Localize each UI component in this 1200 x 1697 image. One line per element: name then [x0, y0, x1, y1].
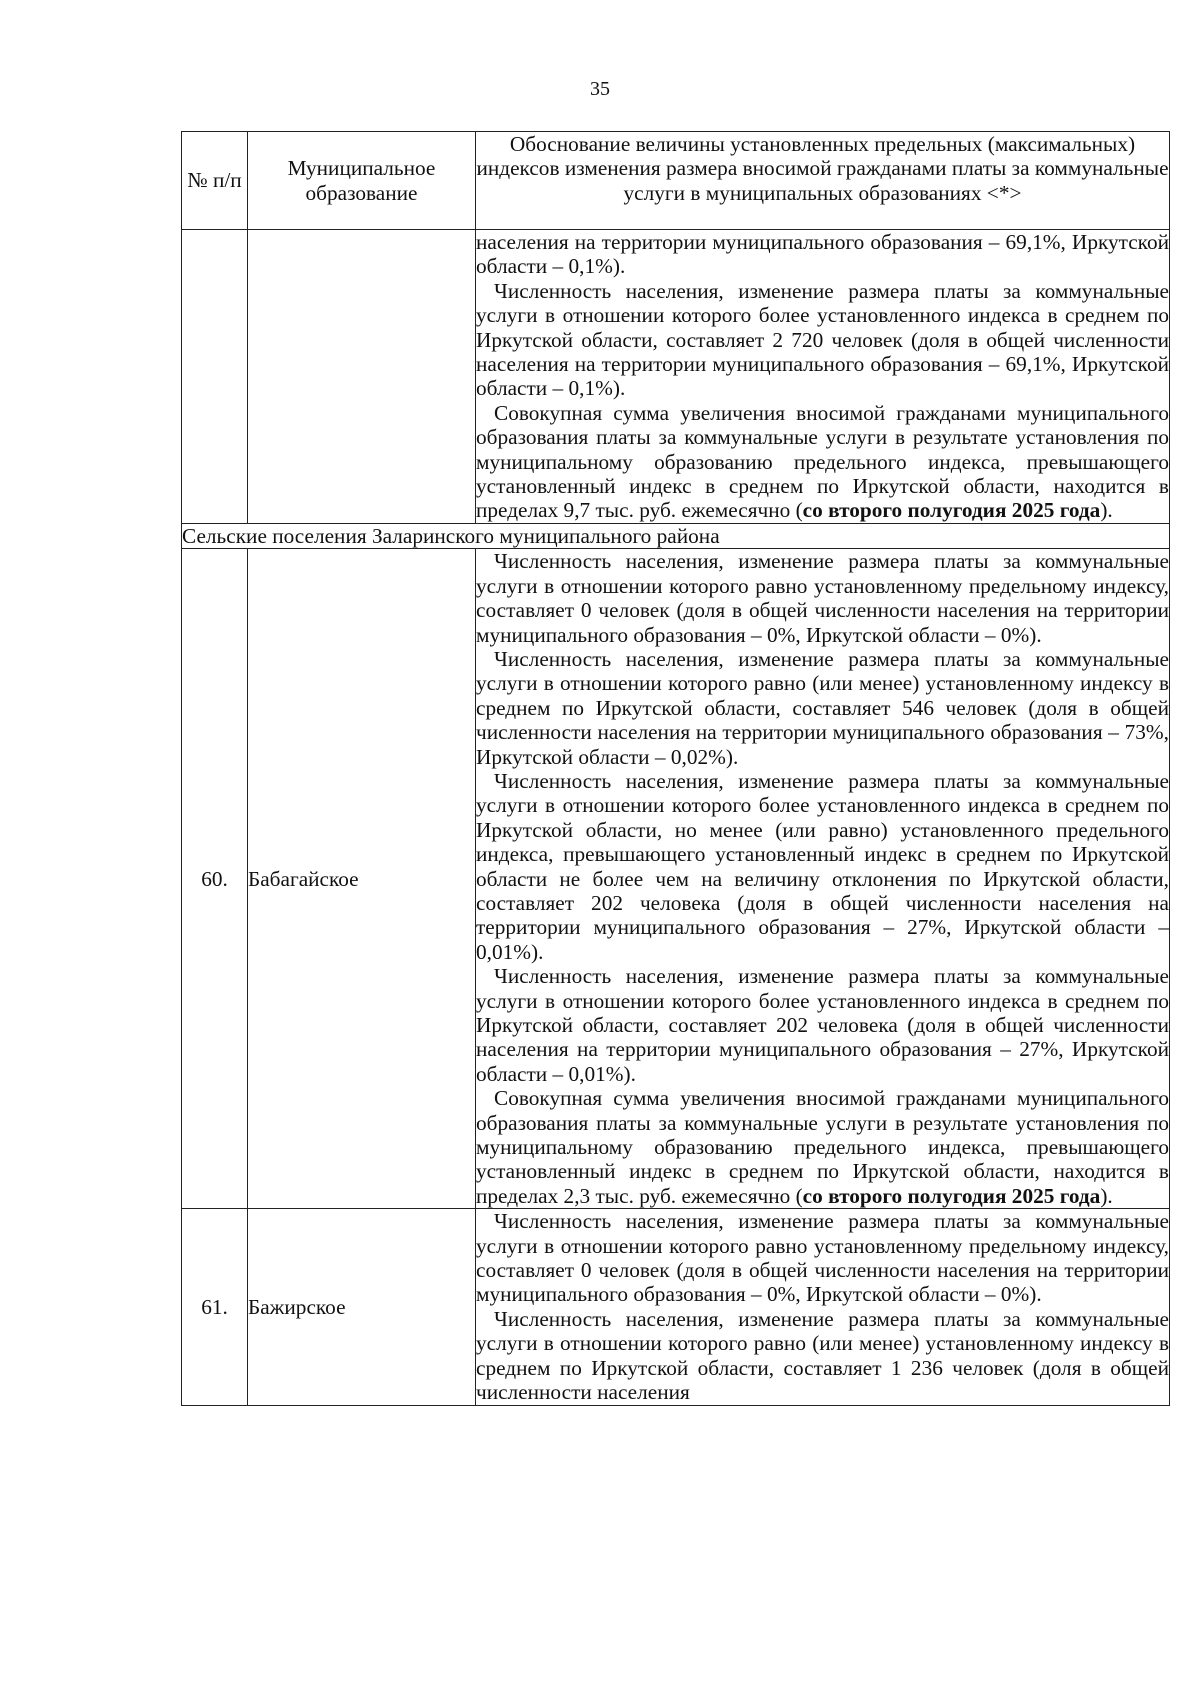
paragraph: Численность населения, изменение размера платы за коммунальные услуги в отношении которого равно (или менее) установленному индексу в среднем по Иркутской области, составляет 1 236 человек (доля в общей численности населения: [476, 1306, 1169, 1405]
header-municipality: Муниципальное образование: [248, 132, 476, 230]
paragraph: Численность населения, изменение размера платы за коммунальные услуги в отношении которого более установленного индекса в среднем по Иркутской области, составляет 202 человека (доля в общей численности населения на территории муниципального образования – 27%, Иркутской области – 0,01%).: [476, 964, 1169, 1086]
table-row-continuation: [182, 230, 1170, 524]
period-bold: со второго полугодия 2025 года: [802, 1183, 1101, 1208]
index-table: [181, 131, 1170, 1406]
justification-cell: [476, 549, 1170, 1209]
municipality-cell-empty: [248, 230, 476, 524]
row-number: 61.: [182, 1209, 248, 1405]
section-row: [182, 523, 1170, 548]
table-row-61: [182, 1209, 1170, 1405]
paragraph: Совокупная сумма увеличения вносимой гражданами муниципального образования платы за коммунальные услуги в результате установления по муниципальному образованию предельного индекса, превышающего установленный индекс в среднем по Иркутской области, находится в пределах 9,7 тыс. руб. ежемесячно (со второго полугодия 2025 года).: [476, 400, 1169, 523]
municipality-name: Бабагайское: [248, 549, 476, 1209]
paragraph: Численность населения, изменение размера платы за коммунальные услуги в отношении которого более установленного индекса в среднем по Иркутской области, составляет 2 720 человек (доля в общей численности населения на территории муниципального образования – 69,1%, Иркутской области – 0,1%).: [476, 278, 1169, 401]
paragraph: Совокупная сумма увеличения вносимой гражданами муниципального образования платы за коммунальные услуги в результате установления по муниципальному образованию предельного индекса, превышающего установленный индекс в среднем по Иркутской области, находится в пределах 2,3 тыс. руб. ежемесячно (со второго полугодия 2025 года).: [476, 1086, 1169, 1208]
paragraph: Численность населения, изменение размера платы за коммунальные услуги в отношении которого более установленного индекса в среднем по Иркутской области, но менее (или равно) установленного предельного индекса, превышающего установленный индекс в среднем по Иркутской области не более чем на величину отклонения по Иркутской области, составляет 202 человека (доля в общей численности населения на территории муниципального образования – 27%, Иркутской области – 0,01%).: [476, 768, 1169, 964]
paragraph: населения на территории муниципального образования – 69,1%, Иркутской области – 0,1%).: [476, 230, 1169, 279]
paragraph: Численность населения, изменение размера платы за коммунальные услуги в отношении которого равно установленному предельному индексу, составляет 0 человек (доля в общей численности населения на территории муниципального образования – 0%, Иркутской области – 0%).: [476, 1209, 1169, 1307]
header-justification: Обоснование величины установленных предельных (максимальных) индексов изменения размера вносимой гражданами платы за коммунальные услуги в муниципальных образованиях <*>: [476, 132, 1170, 230]
table-header-row: [182, 132, 1170, 230]
page-number: 35: [590, 78, 610, 100]
paragraph: Численность населения, изменение размера платы за коммунальные услуги в отношении которого равно установленному предельному индексу, составляет 0 человек (доля в общей численности населения на территории муниципального образования – 0%, Иркутской области – 0%).: [476, 549, 1169, 647]
period-bold: со второго полугодия 2025 года: [802, 498, 1101, 523]
municipality-name: Бажирское: [248, 1209, 476, 1405]
num-cell-empty: [182, 230, 248, 524]
justification-cell: [476, 1209, 1170, 1405]
section-title: Сельские поселения Заларинского муниципального района: [182, 523, 1170, 548]
justification-cell: [476, 230, 1170, 524]
table-row-60: [182, 549, 1170, 1209]
header-number: № п/п: [182, 132, 248, 230]
row-number: 60.: [182, 549, 248, 1209]
paragraph: Численность населения, изменение размера платы за коммунальные услуги в отношении которого равно (или менее) установленному индексу в среднем по Иркутской области, составляет 546 человек (доля в общей численности населения на территории муниципального образования – 73%, Иркутской области – 0,02%).: [476, 646, 1169, 769]
